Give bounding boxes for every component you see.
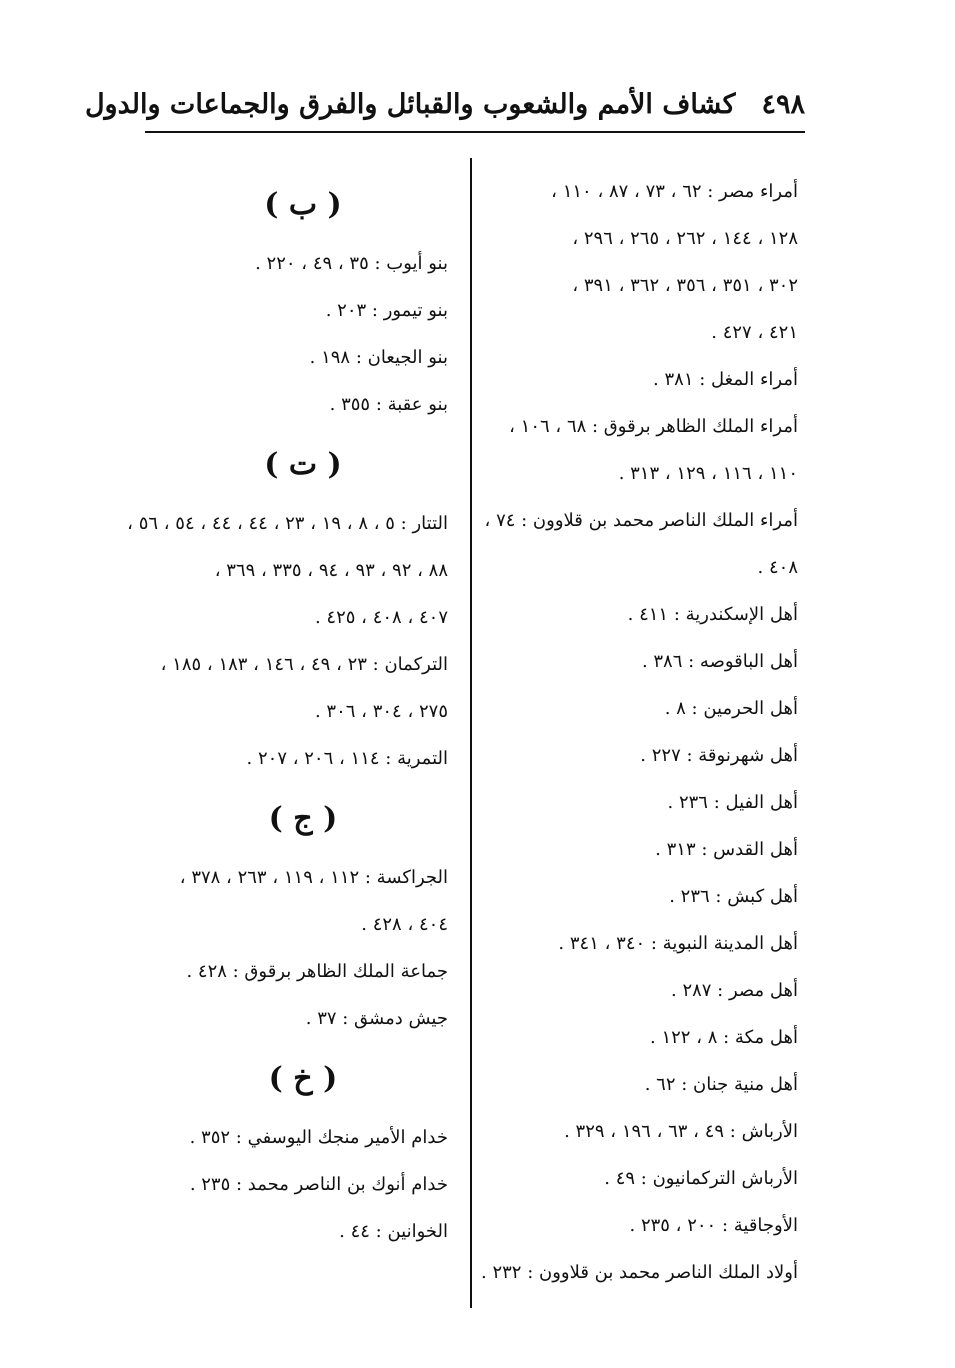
index-entry: خدام الأمير منجك اليوسفي : ٣٥٢ . — [189, 1127, 448, 1148]
index-entry: أولاد الملك الناصر محمد بن قلاوون : ٢٣٢ . — [481, 1262, 798, 1283]
index-entry: بنو تيمور : ٢٠٣ . — [325, 300, 448, 321]
index-entry: الخوانين : ٤٤ . — [339, 1221, 448, 1242]
index-entry: أهل الحرمين : ٨ . — [664, 698, 798, 719]
index-entry: الأرباش : ٤٩ ، ٦٣ ، ١٩٦ ، ٣٢٩ . — [564, 1121, 798, 1142]
index-entry: أهل كبش : ٢٣٦ . — [669, 886, 798, 907]
index-entry: خدام أنوك بن الناصر محمد : ٢٣٥ . — [189, 1174, 448, 1195]
index-entry: أهل الإسكندرية : ٤١١ . — [627, 604, 798, 625]
page-number: ٤٩٨ — [761, 88, 805, 120]
index-entry: أهل مكة : ٨ ، ١٢٢ . — [650, 1027, 798, 1048]
index-entry: ٤٠٧ ، ٤٠٨ ، ٤٢٥ . — [314, 607, 448, 628]
section-letter-jim: ( ج ) — [268, 801, 338, 836]
index-entry: بنو عقبة : ٣٥٥ . — [329, 394, 448, 415]
index-entry: ٤٠٨ . — [757, 557, 798, 578]
index-entry: الأوجاقية : ٢٠٠ ، ٢٣٥ . — [629, 1215, 798, 1236]
index-entry: جماعة الملك الظاهر برقوق : ٤٢٨ . — [186, 961, 448, 982]
index-entry: الأرباش التركمانيون : ٤٩ . — [604, 1168, 798, 1189]
page-header — [84, 82, 805, 126]
section-letter-ta: ( ت ) — [264, 447, 342, 482]
index-entry: بنو الجيعان : ١٩٨ . — [309, 347, 448, 368]
column-divider — [470, 158, 472, 1308]
index-column-right — [481, 168, 798, 1296]
index-column-left — [127, 168, 448, 1255]
index-entry: أهل الفيل : ٢٣٦ . — [667, 792, 798, 813]
index-entry: أهل منية جنان : ٦٢ . — [644, 1074, 798, 1095]
index-entry: بنو أيوب : ٣٥ ، ٤٩ ، ٢٢٠ . — [255, 253, 448, 274]
index-entry: أهل الباقوصه : ٣٨٦ . — [641, 651, 798, 672]
index-entry: التتار : ٥ ، ٨ ، ١٩ ، ٢٣ ، ٤٤ ، ٤٤ ، ٥٤ ، ٥٦ ، — [127, 513, 448, 534]
header-rule — [145, 131, 805, 133]
index-entry: جيش دمشق : ٣٧ . — [305, 1008, 448, 1029]
page-title: كشاف الأمم والشعوب والقبائل والفرق والجماعات والدول — [84, 88, 736, 120]
index-entry: أهل شهرنوقة : ٢٢٧ . — [640, 745, 798, 766]
index-entry: ١١٠ ، ١١٦ ، ١٢٩ ، ٣١٣ . — [618, 463, 798, 484]
index-entry: أمراء الملك الظاهر برقوق : ٦٨ ، ١٠٦ ، — [509, 416, 798, 437]
index-entry: ٨٨ ، ٩٢ ، ٩٣ ، ٩٤ ، ٣٣٥ ، ٣٦٩ ، — [214, 560, 448, 581]
index-entry: أهل المدينة النبوية : ٣٤٠ ، ٣٤١ . — [558, 933, 798, 954]
index-entry: أهل القدس : ٣١٣ . — [655, 839, 798, 860]
index-entry: أهل مصر : ٢٨٧ . — [670, 980, 798, 1001]
index-entry: الجراكسة : ١١٢ ، ١١٩ ، ٢٦٣ ، ٣٧٨ ، — [179, 867, 448, 888]
section-letter-ba: ( ب ) — [264, 187, 342, 222]
index-entry: ١٢٨ ، ١٤٤ ، ٢٦٢ ، ٢٦٥ ، ٢٩٦ ، — [572, 228, 798, 249]
index-entry: التمرية : ١١٤ ، ٢٠٦ ، ٢٠٧ . — [246, 748, 448, 769]
index-entry: ٤٠٤ ، ٤٢٨ . — [361, 914, 448, 935]
index-entry: ٢٧٥ ، ٣٠٤ ، ٣٠٦ . — [314, 701, 448, 722]
index-entry: ٤٢١ ، ٤٢٧ . — [711, 322, 798, 343]
index-entry: أمراء المغل : ٣٨١ . — [653, 369, 798, 390]
index-entry: التركمان : ٢٣ ، ٤٩ ، ١٤٦ ، ١٨٣ ، ١٨٥ ، — [160, 654, 448, 675]
index-entry: أمراء مصر : ٦٢ ، ٧٣ ، ٨٧ ، ١١٠ ، — [551, 181, 798, 202]
section-letter-kha: ( خ ) — [268, 1061, 338, 1096]
index-entry: ٣٠٢ ، ٣٥١ ، ٣٥٦ ، ٣٦٢ ، ٣٩١ ، — [572, 275, 798, 296]
index-entry: أمراء الملك الناصر محمد بن قلاوون : ٧٤ ، — [484, 510, 798, 531]
